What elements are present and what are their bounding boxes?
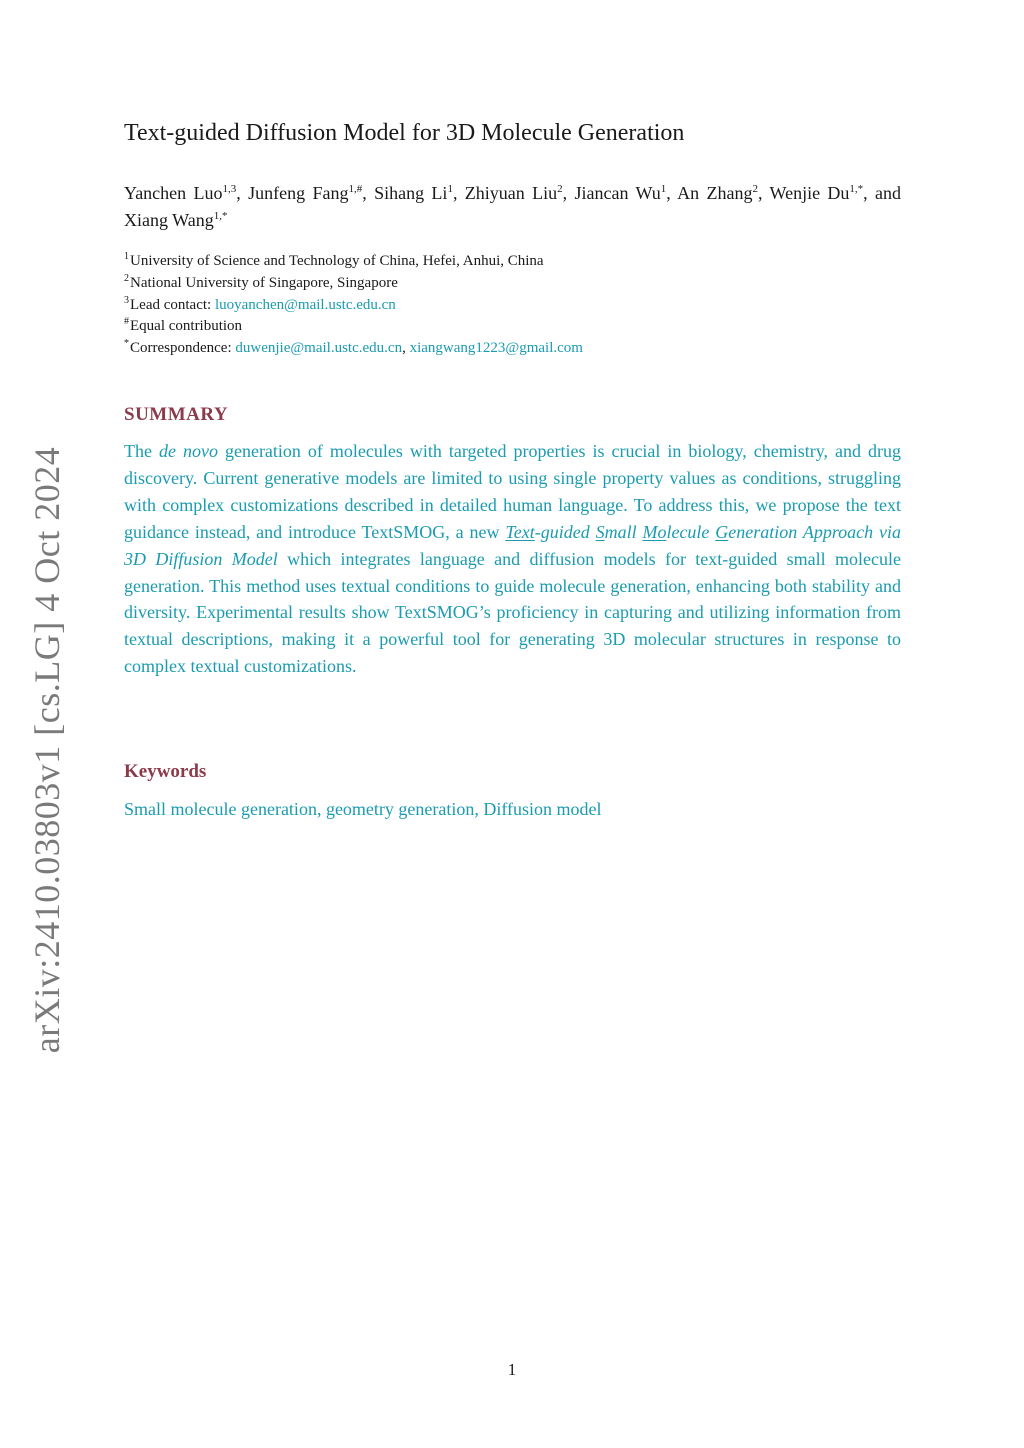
summary-paragraph: The de novo generation of molecules with targeted properties is crucial in biology, chemistry, and drug discovery. Current generative models are limited to using single property values as conditions, struggling with complex customizations described in detailed human language. To address this, we propose the text guidance instead, and introduce TextSMOG, a new Text-guided Small Molecule Generation Approach via 3D Diffusion Model which integrates language and diffusion models for text-guided small molecule generation. This method uses textual conditions to guide molecule generation, enhancing both stability and diversity. Experimental results show TextSMOG’s proficiency in capturing and utilizing information from textual descriptions, making it a powerful tool for generating 3D molecular structures in response to complex textual customizations.: [124, 441, 902, 677]
affiliation-line: $^2$National University of Singapore, Singapore: [124, 272, 398, 291]
keywords-list: Small molecule generation, geometry generation, Diffusion model: [124, 799, 602, 819]
author: Wenjie $Du^{1,*}$: [769, 183, 864, 203]
author: Yanchen Luo$^{1,3}$: [124, 183, 237, 203]
page-number: 1: [507, 1360, 517, 1379]
author-list: Yanchen Luo$^{1,3}$, Junfeng Fang$^{1,\#}$, Sihang Li$^1$, Zhiyuan Liu$^2$, Jiancan Wu$^1$, An Zhang$^2$, Wenjie $Du^{1,*}$, and Xiang Wang$^{1,*}$: [124, 183, 902, 230]
method-full-name: Text-guided Small Molecule Generation Approach via 3D Diffusion Model: [124, 521, 901, 569]
affiliation-line: $^3$Lead contact: luoyanchen@mail.ustc.edu.cn: [124, 294, 396, 313]
lead-contact-email-link[interactable]: luoyanchen@mail.ustc.edu.cn: [214, 296, 396, 313]
affiliations: [124, 251, 901, 360]
correspondence-email-link[interactable]: duwenjie@mail.ustc.edu.cn: [235, 340, 403, 357]
keywords-heading: Keywords: [124, 761, 207, 782]
author: Sihang Li$^1$: [374, 183, 453, 203]
paper-title: Text-guided Diffusion Model for 3D Molecule Generation: [124, 120, 685, 146]
de-novo-term: de novo: [158, 441, 218, 461]
arxiv-identifier-stamp: arXiv:2410.03803v1 [cs.LG] 4 Oct 2024: [27, 446, 67, 1054]
summary-heading: SUMMARY: [124, 404, 229, 425]
author: Zhiyuan Liu$^2$: [464, 183, 563, 203]
author: Jiancan Wu$^1$: [574, 183, 667, 203]
affiliation-line: $^1$University of Science and Technology of China, Hefei, Anhui, China: [124, 251, 544, 269]
author: Junfeng Fang$^{1,\#}$: [248, 183, 363, 203]
correspondence-email-link-2[interactable]: xiangwang1223@gmail.com: [409, 340, 583, 357]
author: An Zhang$^2$: [677, 183, 758, 203]
affiliation-line: *Correspondence: duwenjie@mail.ustc.edu.cn, xiangwang1223@gmail.com: [124, 338, 583, 357]
author: Xiang Wang$^{1,*}$: [124, 210, 228, 230]
affiliation-line: #Equal contribution: [124, 316, 243, 335]
